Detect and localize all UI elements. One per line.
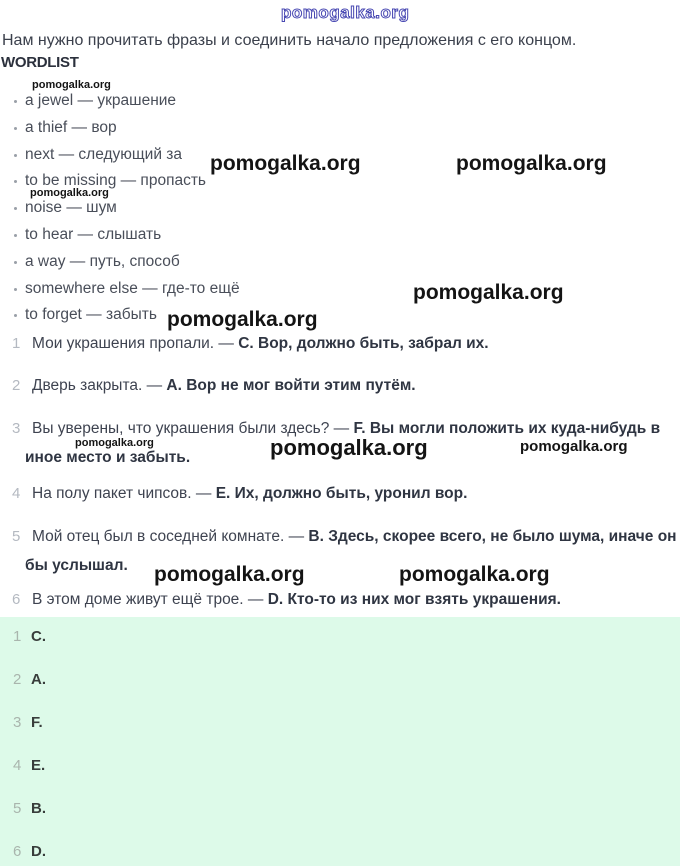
answer-number: 3 <box>13 714 22 731</box>
task-answer: F. Вы могли положить их куда-нибудь в <box>353 420 661 437</box>
bullet-icon <box>14 154 17 157</box>
task-answer: B. Здесь, скорее всего, не было шума, иначе он <box>308 528 677 545</box>
wordlist-item-text: to hear — слышать <box>25 225 162 243</box>
site-watermark: pomogalka.org <box>30 187 109 199</box>
bullet-icon <box>14 127 17 130</box>
answer-number: 6 <box>13 843 22 860</box>
site-watermark: pomogalka.org <box>32 79 111 91</box>
task-number: 6 <box>12 591 21 608</box>
task-answer: A. Вор не мог войти этим путём. <box>166 377 416 394</box>
task-item <box>0 329 678 358</box>
intro-text: Нам нужно прочитать фразы и соединить начало предложения с его концом. <box>2 32 577 49</box>
wordlist-item-text: a jewel — украшение <box>25 92 177 109</box>
task-number: 1 <box>12 335 21 352</box>
answer-letter: A. <box>31 671 46 688</box>
task-number: 5 <box>12 528 21 545</box>
answers-panel <box>0 617 680 866</box>
task-answer-line2: иное место и забыть. <box>25 449 191 466</box>
bullet-icon <box>14 288 17 291</box>
answer-letter: F. <box>31 714 43 731</box>
site-watermark: pomogalka.org <box>167 308 318 331</box>
task-text: Мои украшения пропали. — <box>32 335 239 352</box>
answer-letter: C. <box>31 628 46 645</box>
task-text: Мой отец был в соседней комнате. — <box>32 528 309 545</box>
bullet-icon <box>14 234 17 237</box>
bullet-icon <box>14 207 17 210</box>
answer-letter: D. <box>31 843 46 860</box>
task-answer-line2: бы услышал. <box>25 557 128 574</box>
wordlist-item <box>14 253 240 280</box>
task-item <box>0 414 678 472</box>
wordlist-item <box>14 226 240 253</box>
task-answer: C. Вор, должно быть, забрал их. <box>238 335 489 352</box>
answer-letter: B. <box>31 800 46 817</box>
site-watermark: pomogalka.org <box>413 281 564 304</box>
bullet-icon <box>14 261 17 264</box>
answer-number: 5 <box>13 800 22 817</box>
task-item <box>0 522 678 580</box>
task-text: Дверь закрыта. — <box>32 377 167 394</box>
bullet-icon <box>14 314 17 317</box>
answer-number: 1 <box>13 628 22 645</box>
wordlist-item-text: a thief — вор <box>25 118 117 136</box>
wordlist-item <box>14 92 240 119</box>
bullet-icon <box>14 100 17 103</box>
wordlist-item-text: somewhere else — где-то ещё <box>25 279 240 297</box>
wordlist-item-text: noise — шум <box>25 199 117 217</box>
wordlist-item-text: next — следующий за <box>25 145 183 163</box>
answer-number: 2 <box>13 671 22 688</box>
site-watermark: pomogalka.org <box>456 152 607 175</box>
task-number: 2 <box>12 377 21 394</box>
task-number: 4 <box>12 485 21 502</box>
task-item <box>0 479 678 508</box>
task-answer: D. Кто-то из них мог взять украшения. <box>267 591 561 608</box>
task-text: В этом доме живут ещё трое. — <box>32 591 268 608</box>
answer-number: 4 <box>13 757 22 774</box>
wordlist-item-text: a way — путь, способ <box>25 252 180 270</box>
wordlist-item <box>14 146 240 173</box>
task-item <box>0 371 678 400</box>
wordlist <box>14 92 240 333</box>
bullet-icon <box>14 180 17 183</box>
site-watermark: pomogalka.org <box>210 152 361 175</box>
task-answer: E. Их, должно быть, уронил вор. <box>215 485 468 502</box>
task-number: 3 <box>12 420 21 437</box>
task-item <box>0 585 678 614</box>
task-text: На полу пакет чипсов. — <box>32 485 216 502</box>
answer-letter: E. <box>31 757 46 774</box>
site-watermark: pomogalka.org <box>270 435 428 460</box>
site-watermark: pomogalka.org <box>399 563 550 586</box>
site-watermark-outline: pomogalka.org <box>281 3 410 22</box>
wordlist-item <box>14 172 240 199</box>
site-watermark: pomogalka.org <box>154 563 305 586</box>
site-watermark: pomogalka.org <box>75 437 154 449</box>
wordlist-item-text: to be missing — пропасть <box>25 172 207 190</box>
wordlist-item-text: to forget — забыть <box>25 306 157 324</box>
wordlist-title: WORDLIST <box>1 54 79 71</box>
wordlist-item <box>14 119 240 146</box>
site-watermark: pomogalka.org <box>520 438 628 455</box>
task-text: Вы уверены, что украшения были здесь? — <box>32 420 354 437</box>
wordlist-item <box>14 199 240 226</box>
wordlist-item <box>14 280 240 307</box>
